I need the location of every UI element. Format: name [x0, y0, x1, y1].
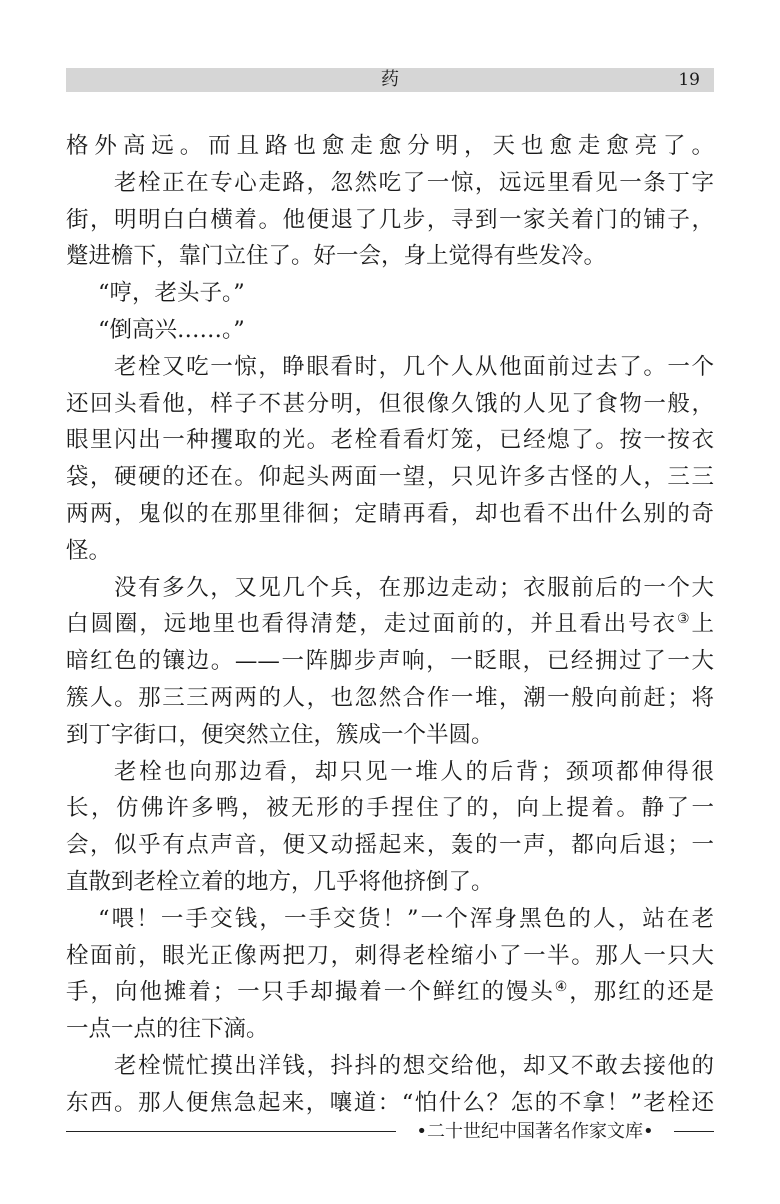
dialogue-line: “倒高兴……。”: [98, 316, 245, 343]
text-segment: 白圆圈，远地里也看得清楚，走过面前的，并且看出号衣: [66, 611, 677, 638]
text-line: 没有多久，又见几个兵，在那边走动；衣服前后的一个大: [114, 574, 714, 601]
text-segment: 上: [691, 611, 714, 638]
footer-rule-left: [66, 1131, 396, 1132]
text-line: 老栓慌忙摸出洋钱，抖抖的想交给他，却又不敢去接他的: [114, 1052, 714, 1079]
page-number: 19: [678, 70, 700, 90]
footnote-mark: ④: [554, 979, 570, 996]
footer-rule-right: [674, 1131, 714, 1132]
text-line: 街，明明白白横着。他便退了几步，寻到一家关着门的铺子，: [66, 206, 714, 233]
text-line: [66, 974, 714, 1011]
text-line: 袋，硬硬的还在。仰起头两面一望，只见许多古怪的人，三三: [66, 464, 714, 491]
running-header: [66, 68, 714, 92]
text-line: 东西。那人便焦急起来，嚷道：“怕什么？怎的不拿！”老栓还: [66, 1089, 714, 1116]
text-line: 到丁字街口，便突然立住，簇成一个半圆。: [66, 721, 494, 748]
text-line: 直散到老栓立着的地方，几乎将他挤倒了。: [66, 868, 494, 895]
text-line: 簇人。那三三两两的人，也忽然合作一堆，潮一般向前赶；将: [66, 684, 714, 711]
text-line: 格外高远。而且路也愈走愈分明，天也愈走愈亮了。: [66, 133, 714, 159]
text-line: 蹩进檐下，靠门立住了。好一会，身上觉得有些发冷。: [66, 243, 607, 270]
text-line: [66, 606, 714, 643]
text-line: 长，仿佛许多鸭，被无形的手捏住了的，向上提着。静了一: [66, 795, 714, 822]
dialogue-line: “喂！一手交钱，一手交货！”一个浑身黑色的人，站在老: [98, 905, 714, 932]
text-line: 栓面前，眼光正像两把刀，刺得老栓缩小了一半。那人一只大: [66, 942, 714, 969]
body-text: [66, 128, 714, 1122]
chapter-title: 药: [381, 69, 399, 90]
footnote-mark: ③: [676, 611, 692, 628]
text-segment: 手，向他摊着；一只手却撮着一个鲜红的馒头: [66, 979, 555, 1006]
running-footer: [66, 1120, 714, 1144]
text-line: 老栓也向那边看，却只见一堆人的后背；颈项都伸得很: [114, 758, 714, 785]
text-line: 会，似乎有点声音，便又动摇起来，轰的一声，都向后退；一: [66, 832, 714, 859]
series-title: •二十世纪中国著名作家文库•: [416, 1121, 654, 1142]
dialogue-line: “哼，老头子。”: [98, 280, 245, 307]
text-segment: ，那红的还是: [569, 979, 714, 1006]
text-line: 老栓正在专心走路，忽然吃了一惊，远远里看见一条丁字: [114, 169, 714, 196]
text-line: 暗红色的镶边。——一阵脚步声响，一眨眼，已经拥过了一大: [66, 648, 714, 675]
text-line: 一点一点的往下滴。: [66, 1016, 269, 1043]
text-line: 怪。: [66, 537, 112, 564]
text-line: 眼里闪出一种攫取的光。老栓看看灯笼，已经熄了。按一按衣: [66, 427, 714, 454]
text-line: 还回头看他，样子不甚分明，但很像久饿的人见了食物一般，: [66, 390, 714, 417]
text-line: 两两，鬼似的在那里徘徊；定睛再看，却也看不出什么别的奇: [66, 500, 714, 527]
text-line: 老栓又吃一惊，睁眼看时，几个人从他面前过去了。一个: [114, 353, 714, 380]
